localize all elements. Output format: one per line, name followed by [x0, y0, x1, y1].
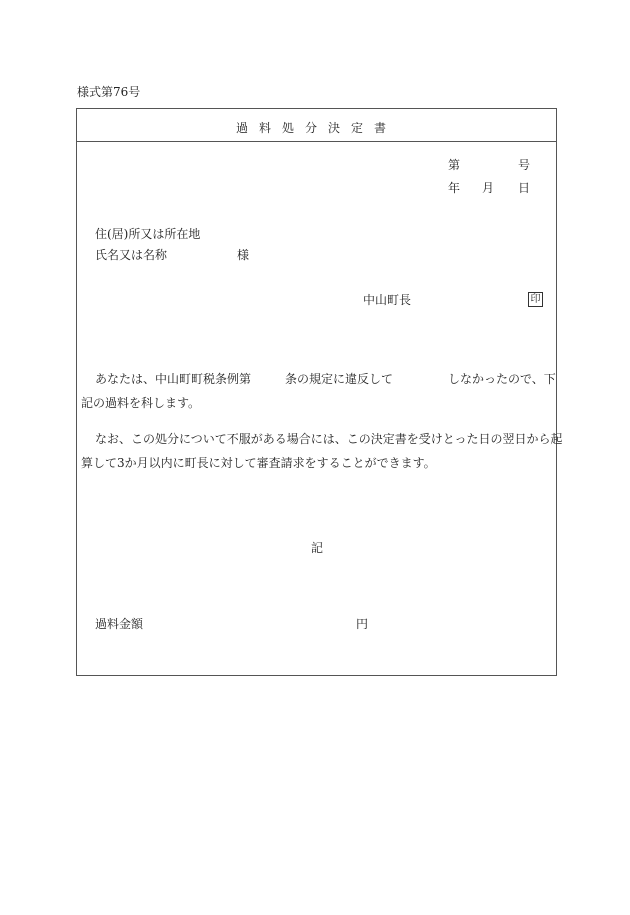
- amount-label: 過料金額: [95, 617, 144, 631]
- number-go: 号: [518, 158, 531, 172]
- date-day: 日: [518, 181, 531, 195]
- document-frame: [76, 108, 563, 676]
- date-year: 年: [448, 181, 461, 195]
- document-title: 過料処分決定書: [235, 121, 397, 135]
- number-dai: 第: [448, 158, 461, 172]
- body-p1-line2: 記の過料を科します。: [81, 396, 201, 410]
- form-number: 様式第76号: [77, 85, 141, 99]
- body-p2-line2: 算して3か月以内に町長に対して審査請求をすることができます。: [81, 456, 436, 470]
- title-row: [77, 109, 556, 142]
- issuer-title: 中山町長: [363, 293, 412, 307]
- address-label: 住(居)所又は所在地: [95, 227, 201, 241]
- body-p2-line1: なお、この処分について不服がある場合には、この決定書を受けとった日の翌日から起: [95, 432, 563, 446]
- body-p1-part2: 条の規定に違反して: [285, 372, 394, 386]
- body-p1-part1: あなたは、中山町町税条例第: [95, 372, 252, 386]
- honorific: 様: [237, 248, 250, 262]
- body-p1-part3: しなかったので、下: [448, 372, 556, 386]
- seal-stamp: 印: [528, 292, 543, 307]
- date-month: 月: [482, 181, 495, 195]
- ki-heading: 記: [311, 541, 324, 555]
- name-label: 氏名又は名称: [95, 248, 168, 262]
- amount-unit: 円: [356, 617, 369, 631]
